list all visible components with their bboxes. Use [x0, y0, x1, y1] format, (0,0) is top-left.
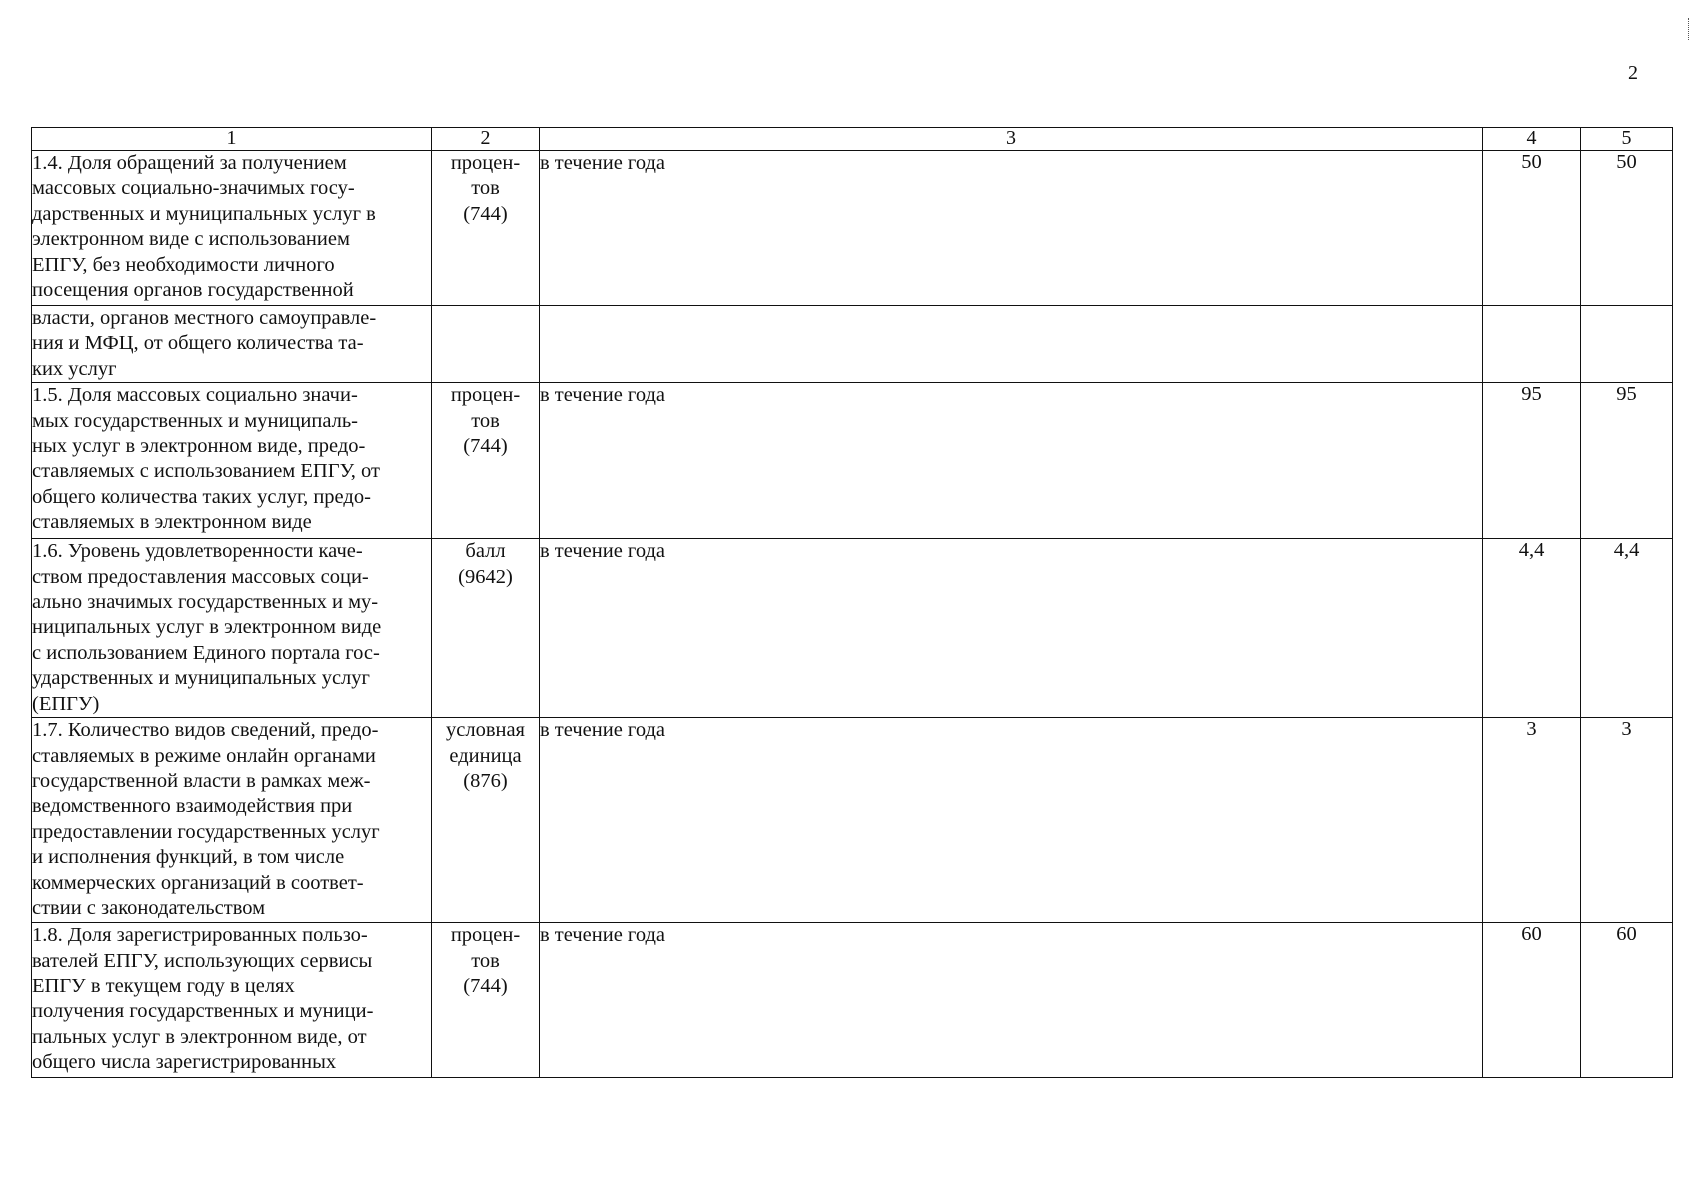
- indicator-unit: процен- тов (744): [432, 923, 540, 1078]
- indicator-unit: балл (9642): [432, 539, 540, 718]
- table-row: [32, 718, 1673, 923]
- indicator-period: в течение года: [540, 923, 1483, 1078]
- indicators-table: [31, 127, 1673, 1078]
- indicator-unit: [432, 306, 540, 383]
- table-row: [32, 383, 1673, 539]
- indicator-period: в течение года: [540, 151, 1483, 306]
- table-row: [32, 151, 1673, 306]
- header-col-5: 5: [1581, 128, 1673, 151]
- indicator-unit: условная единица (876): [432, 718, 540, 923]
- indicator-value-col4: [1483, 306, 1581, 383]
- header-col-2: 2: [432, 128, 540, 151]
- indicator-unit: процен- тов (744): [432, 151, 540, 306]
- header-col-4: 4: [1483, 128, 1581, 151]
- indicator-value-col5: 3: [1581, 718, 1673, 923]
- header-row: [32, 128, 1673, 151]
- indicator-description: 1.7. Количество видов сведений, предо- ставляемых в режиме онлайн органами государственной власти в рамках меж- ведомственного взаимодействия при предоставлении государственных услуг и исполнения функций, в том числе коммерческих организаций в соответ- ствии с законодательством: [32, 718, 432, 923]
- indicator-period: в течение года: [540, 718, 1483, 923]
- table-row: [32, 923, 1673, 1078]
- indicator-value-col4: 95: [1483, 383, 1581, 539]
- indicator-value-col4: 3: [1483, 718, 1581, 923]
- indicator-value-col4: 50: [1483, 151, 1581, 306]
- scan-edge-mark: [1688, 18, 1695, 40]
- indicator-value-col5: 4,4: [1581, 539, 1673, 718]
- indicator-unit: процен- тов (744): [432, 383, 540, 539]
- indicator-value-col5: 95: [1581, 383, 1673, 539]
- indicator-period: в течение года: [540, 539, 1483, 718]
- indicator-description: власти, органов местного самоуправле- ния и МФЦ, от общего количества та- ких услуг: [32, 306, 432, 383]
- indicator-value-col5: 50: [1581, 151, 1673, 306]
- indicator-description: 1.5. Доля массовых социально значи- мых государственных и муниципаль- ных услуг в электронном виде, предо- ставляемых с использованием ЕПГУ, от общего количества таких услуг, предо- ставляемых в электронном виде: [32, 383, 432, 539]
- indicator-value-col4: 60: [1483, 923, 1581, 1078]
- header-col-3: 3: [540, 128, 1483, 151]
- table-row: [32, 539, 1673, 718]
- indicator-value-col5: 60: [1581, 923, 1673, 1078]
- header-col-1: 1: [32, 128, 432, 151]
- indicator-description: 1.8. Доля зарегистрированных пользо- вателей ЕПГУ, использующих сервисы ЕПГУ в текущем году в целях получения государственных и муници- пальных услуг в электронном виде, от общего числа зарегистрированных: [32, 923, 432, 1078]
- page-number: 2: [1628, 62, 1638, 84]
- indicator-description: 1.6. Уровень удовлетворенности каче- ством предоставления массовых соци- ально значимых государственных и му- ниципальных услуг в электронном виде с использованием Единого портала гос- ударственных и муниципальных услуг (ЕПГУ): [32, 539, 432, 718]
- indicator-period: в течение года: [540, 383, 1483, 539]
- indicator-period: [540, 306, 1483, 383]
- table-row: [32, 306, 1673, 383]
- indicator-value-col4: 4,4: [1483, 539, 1581, 718]
- indicator-description: 1.4. Доля обращений за получением массовых социально-значимых госу- дарственных и муниципальных услуг в электронном виде с использованием ЕПГУ, без необходимости личного посещения органов государственной: [32, 151, 432, 306]
- indicator-value-col5: [1581, 306, 1673, 383]
